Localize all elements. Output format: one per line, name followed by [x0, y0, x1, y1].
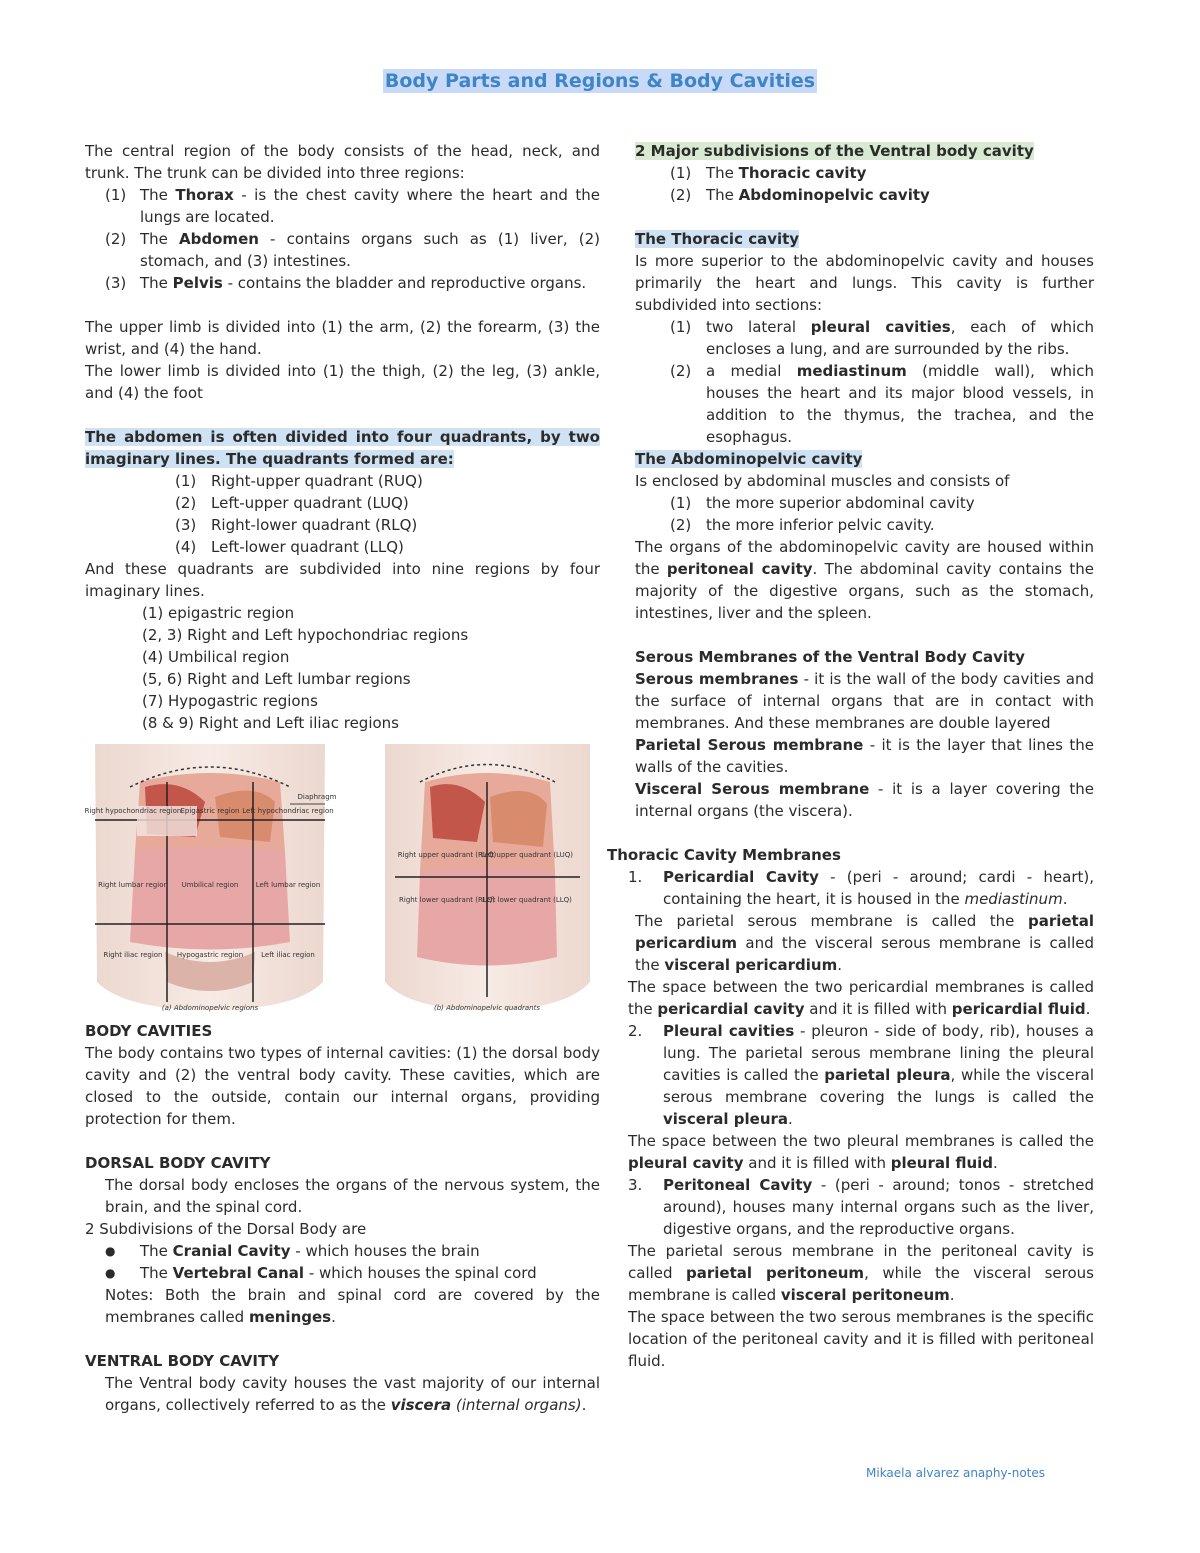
- regions-panel: [85, 744, 337, 1012]
- thoracic-membranes-heading: Thoracic Cavity Membranes: [607, 846, 841, 864]
- bullet-icon: ●: [105, 1244, 116, 1258]
- footer-credit: Mikaela alvarez anaphy-notes: [866, 1466, 1046, 1480]
- label-ruq: Right upper quadrant (RUQ): [397, 851, 497, 859]
- abdominopelvic-text: Is enclosed by abdominal muscles and consists of: [635, 472, 1010, 490]
- body-cavities-text: The body contains two types of internal cavities: (1) the dorsal body cavity and (2) the ventral body cavity. These cavities, which are closed to the outside, contain our internal organs, providing protection for them.: [85, 1044, 600, 1128]
- abdominopelvic-illustration: [85, 742, 600, 1014]
- pericardial-item: 1. Pericardial Cavity - (peri - around; cardi - heart), containing the heart, it is housed in the mediastinum.: [628, 868, 1094, 908]
- caption-regions: (a) Abdominopelvic regions: [161, 1004, 259, 1012]
- serous-heading: Serous Membranes of the Ventral Body Cavity: [635, 648, 1025, 666]
- trunk-regions-list: [85, 184, 600, 294]
- list-item: (4) Left-lower quadrant (LLQ): [175, 538, 404, 556]
- list-item: (2) Left-upper quadrant (LUQ): [175, 494, 409, 512]
- label-left-hypochondriac: Left hypochondriac region: [242, 807, 334, 815]
- caption-quadrants: (b) Abdominopelvic quadrants: [433, 1004, 541, 1012]
- ventral-text: The Ventral body cavity houses the vast majority of our internal organs, collectively referred to as the viscera (internal organs).: [105, 1374, 600, 1414]
- pericardium-text: The parietal serous membrane is called the parietal pericardium and the visceral serous membrane is called the visceral pericardium.: [635, 912, 1094, 974]
- page-title: Body Parts and Regions & Body Cavities: [384, 70, 816, 92]
- label-hypogastric: Hypogastric region: [176, 951, 244, 959]
- right-column: [607, 140, 1095, 1372]
- list-item: (8 & 9) Right and Left iliac regions: [142, 714, 399, 732]
- list-item: (1) Right-upper quadrant (RUQ): [175, 472, 423, 490]
- lower-limb-text: The lower limb is divided into (1) the thigh, (2) the leg, (3) ankle, and (4) the foot: [85, 362, 600, 402]
- thoracic-section: [628, 228, 1094, 822]
- peritoneal-item: 3. Peritoneal Cavity - (peri - around; tonos - stretched around), houses many internal organs such as the liver, digestive organs, and the reproductive organs.: [628, 1176, 1094, 1238]
- dorsal-subdivisions: 2 Subdivisions of the Dorsal Body are: [85, 1220, 367, 1238]
- list-item: (3) Right-lower quadrant (RLQ): [175, 516, 418, 534]
- label-diaphragm: Diaphragm: [297, 793, 337, 801]
- list-item: (2) The Abdominopelvic cavity: [670, 186, 930, 204]
- abdominopelvic-heading: The Abdominopelvic cavity: [635, 450, 863, 468]
- list-item: (1) The Thorax - is the chest cavity where the heart and the lungs are located.: [105, 186, 600, 226]
- thoracic-heading: The Thoracic cavity: [635, 230, 800, 248]
- organs-text: The organs of the abdominopelvic cavity are housed within the peritoneal cavity. The abdominal cavity contains the majority of the digestive organs, such as the stomach, intestines, liver and the spleen.: [635, 538, 1094, 622]
- label-right-lumbar: Right lumbar region: [98, 881, 168, 889]
- list-item: (1) The Thoracic cavity: [670, 164, 867, 182]
- abdominopelvic-figure: [85, 742, 600, 1014]
- label-umbilical: Umbilical region: [181, 881, 239, 889]
- label-left-lumbar: Left lumbar region: [255, 881, 321, 889]
- major-subdivisions-heading: 2 Major subdivisions of the Ventral body cavity: [635, 142, 1034, 160]
- bullet-icon: ●: [105, 1266, 116, 1280]
- parietal-definition: Parietal Serous membrane - it is the layer that lines the walls of the cavities.: [635, 736, 1094, 776]
- label-right-hypochondriac: Right hypochondriac region: [85, 807, 182, 815]
- major-subdivisions-list: [628, 162, 1094, 206]
- label-llq: Left lower quadrant (LLQ): [482, 896, 572, 904]
- left-column: [85, 140, 600, 1416]
- peritoneum-text: The parietal serous membrane in the peritoneal cavity is called parietal peritoneum, while the visceral serous membrane is called visceral peritoneum.: [628, 1242, 1094, 1304]
- list-item: (1) epigastric region: [142, 604, 295, 622]
- dorsal-heading: DORSAL BODY CAVITY: [85, 1154, 271, 1172]
- list-item: ● The Cranial Cavity - which houses the brain: [105, 1242, 480, 1260]
- pleural-space-text: The space between the two pleural membranes is called the pleural cavity and it is filled with pleural fluid.: [628, 1132, 1094, 1172]
- intestines: [130, 847, 290, 950]
- list-item: ● The Vertebral Canal - which houses the spinal cord: [105, 1264, 537, 1282]
- thoracic-list: [635, 316, 1094, 448]
- notes-text: Notes: Both the brain and spinal cord are covered by the membranes called meninges.: [105, 1286, 600, 1326]
- list-item: (2) the more inferior pelvic cavity.: [670, 516, 935, 534]
- abdominopelvic-list: [635, 492, 1094, 536]
- quadrants-panel: [385, 744, 590, 1012]
- list-item: (3) The Pelvis - contains the bladder and reproductive organs.: [105, 274, 587, 292]
- upper-limb-text: The upper limb is divided into (1) the arm, (2) the forearm, (3) the wrist, and (4) the hand.: [85, 318, 600, 358]
- peritoneal-space-text: The space between the two serous membranes is the specific location of the peritoneal cavity and it is filled with peritoneal fluid.: [628, 1308, 1094, 1370]
- list-item: (5, 6) Right and Left lumbar regions: [142, 670, 411, 688]
- label-luq: Left upper quadrant (LUQ): [481, 851, 573, 859]
- label-left-iliac: Left iliac region: [261, 951, 315, 959]
- quadrants-heading: The abdomen is often divided into four quadrants, by two imaginary lines. The quadrants formed are:: [85, 428, 600, 468]
- ventral-heading: VENTRAL BODY CAVITY: [85, 1352, 280, 1370]
- list-item: (1) two lateral pleural cavities, each of which encloses a lung, and are surrounded by the ribs.: [670, 318, 1094, 358]
- nine-regions-list: [85, 602, 600, 734]
- thoracic-text: Is more superior to the abdominopelvic cavity and houses primarily the heart and lungs. This cavity is further subdivided into sections:: [635, 252, 1094, 314]
- quadrants-list: [85, 470, 600, 558]
- list-item: (2, 3) Right and Left hypochondriac regions: [142, 626, 469, 644]
- label-right-iliac: Right iliac region: [103, 951, 163, 959]
- serous-definition: Serous membranes - it is the wall of the body cavities and the surface of internal organs that are in contact with membranes. And these membranes are double layered: [635, 670, 1094, 732]
- pleural-item: 2. Pleural cavities - pleuron - side of body, rib), houses a lung. The parietal serous membrane lining the pleural cavities is called the parietal pleura, while the visceral serous membrane covering the lungs is called the visceral pleura.: [628, 1022, 1095, 1128]
- nine-regions-intro: And these quadrants are subdivided into nine regions by four imaginary lines.: [85, 560, 600, 600]
- label-rlq: Right lower quadrant (RLQ): [399, 896, 495, 904]
- list-item: (2) The Abdomen - contains organs such as (1) liver, (2) stomach, and (3) intestines.: [105, 230, 600, 270]
- list-item: (4) Umbilical region: [142, 648, 290, 666]
- pericardial-space-text: The space between the two pericardial membranes is called the pericardial cavity and it is filled with pericardial fluid.: [628, 978, 1094, 1018]
- list-item: (2) a medial mediastinum (middle wall), which houses the heart and its major blood vessels, in addition to the thymus, the trachea, and the esophagus.: [670, 362, 1094, 446]
- intro-text: The central region of the body consists of the head, neck, and trunk. The trunk can be divided into three regions:: [85, 142, 600, 182]
- dorsal-list: [85, 1240, 600, 1284]
- label-epigastric: Epigastric region: [180, 807, 240, 815]
- body-cavities-heading: BODY CAVITIES: [85, 1022, 213, 1040]
- list-item: (1) the more superior abdominal cavity: [670, 494, 975, 512]
- list-item: (7) Hypogastric regions: [142, 692, 318, 710]
- dorsal-text: The dorsal body encloses the organs of the nervous system, the brain, and the spinal cord.: [105, 1176, 600, 1216]
- visceral-definition: Visceral Serous membrane - it is a layer covering the internal organs (the viscera).: [635, 780, 1095, 820]
